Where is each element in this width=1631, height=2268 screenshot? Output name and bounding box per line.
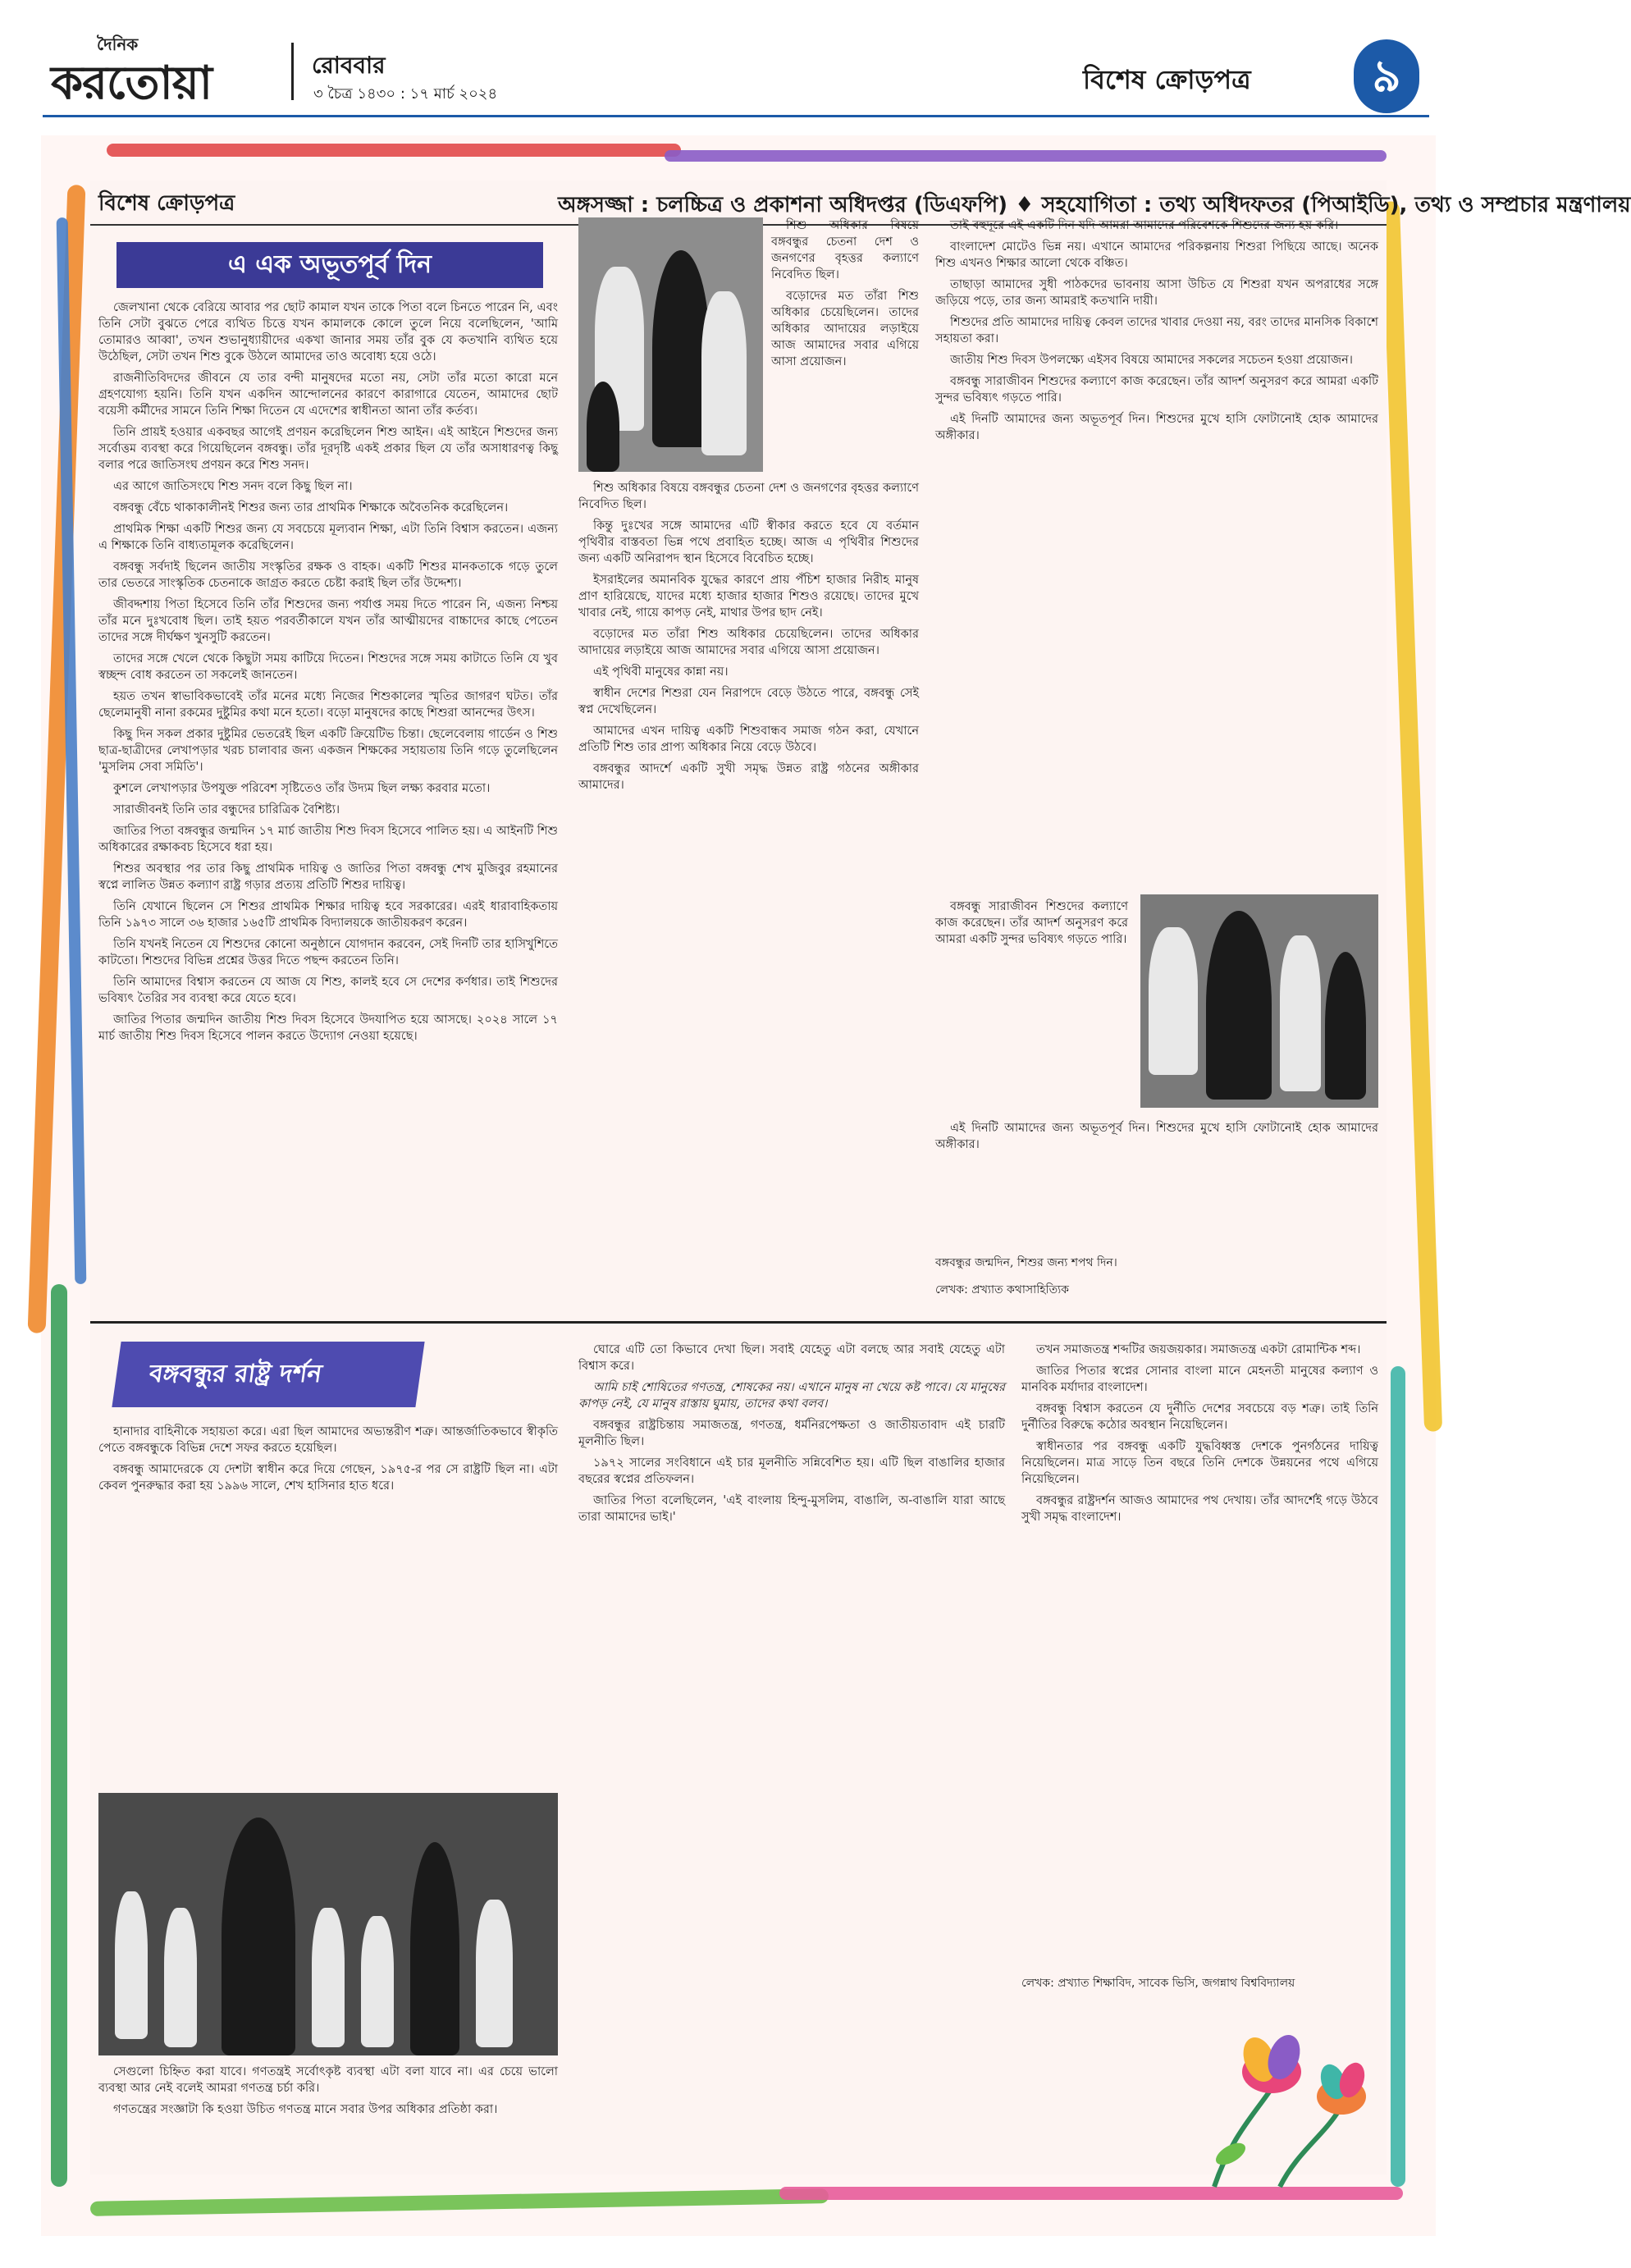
flower-decoration-icon xyxy=(1181,1990,1395,2203)
supplement-sheet xyxy=(41,135,1631,2236)
paragraph: তাছাড়া আমাদের সুধী পাঠকদের ভাবনায় আসা উচিত যে শিশুরা যখন অপরাধের সঙ্গে জড়িয়ে পড়ে, তার জন্য আমরাই কতখানি দায়ী। xyxy=(935,278,1378,308)
paragraph: তখন সমাজতন্ত্র শব্দটির জয়জয়কার। সমাজতন্ত্র একটা রোমান্টিক শব্দ। xyxy=(1036,1343,1361,1356)
paragraph: সারাজীবনই তিনি তার বন্ধুদের চারিত্রিক বৈশিষ্ট্য। xyxy=(113,803,340,816)
header-rule xyxy=(43,115,1429,117)
paragraph: স্বাধীনতার পর বঙ্গবন্ধু একটি যুদ্ধবিধ্বস্ত দেশকে পুনর্গঠনের দায়িত্ব নিয়েছিলেন। মাত্র সাড়ে তিন বছরে তিনি দেশকে উন্নয়নের পথে এগিয়ে নিয়েছিলেন। xyxy=(1021,1440,1378,1486)
paragraph: বঙ্গবন্ধু বেঁচে থাকাকালীনই শিশুর জন্য তার প্রাথমিক শিক্ষাকে অবৈতনিক করেছিলেন। xyxy=(113,501,509,514)
paragraph: এই দিনটি আমাদের জন্য অভূতপূর্ব দিন। শিশুদের মুখে হাসি ফোটানোই হোক আমাদের অঙ্গীকার। xyxy=(935,413,1378,442)
paragraph: হয়ত তখন স্বাভাবিকভাবেই তাঁর মনের মধ্যে নিজের শিশুকালের স্মৃতির জাগরণ ঘটত। তাঁর ছেলেমানুষী নানা রকমের দুষ্টুমির কথা মনে হতো। বড়ো মানুষদের কাছে শিশুরা আনন্দের উৎস। xyxy=(98,690,558,720)
paragraph: প্রাথমিক শিক্ষা একটি শিশুর জন্য যে সবচেয়ে মূল্যবান শিক্ষা, এটা তিনি বিশ্বাস করতেন। এজন্য এ শিক্ষাকে তিনি বাধ্যতামূলক করেছিলেন। xyxy=(98,523,558,552)
paragraph: স্বাধীন দেশের শিশুরা যেন নিরাপদে বেড়ে উঠতে পারে, বঙ্গবন্ধু সেই স্বপ্ন দেখেছিলেন। xyxy=(578,687,919,716)
paragraph: তাদের সঙ্গে খেলে থেকে কিছুটা সময় কাটিয়ে দিতেন। শিশুদের সঙ্গে সময় কাটাতে তিনি যে খুব স্বচ্ছন্দ বোধ করতেন তা সকলেই জানতেন। xyxy=(98,652,558,682)
paragraph: আমি চাই শোষিতের গণতন্ত্র, শোষকের নয়। এখানে মানুষ না খেয়ে কষ্ট পাবে। যে মানুষের কাপড় নেই, যে মানুষ রাস্তায় ঘুমায়, তাদের কথা বলব। xyxy=(578,1381,1005,1411)
photo-leader-with-children xyxy=(98,1793,558,2055)
article1-column-3 xyxy=(935,217,1378,890)
weekday: রোববার xyxy=(312,52,386,79)
supplement-label: বিশেষ ক্রোড়পত্র xyxy=(1083,64,1251,95)
article1-column-2 xyxy=(578,480,919,1305)
paragraph: কিছু দিন সকল প্রকার দুষ্টুমির ভেতরেই ছিল একটি ক্রিয়েটিভ চিন্তা। ছেলেবেলায় গার্ডেন ও শিশু ছাত্র-ছাত্রীদের লেখাপড়ার খরচ চালাবার জন্য একজন শিক্ষকের সহায়তায় তিনি গড়ে তুলেছিলেন 'মুসলিম সেবা সমিতি'। xyxy=(98,728,558,774)
paragraph: জাতীয় শিশু দিবস উপলক্ষ্যে এইসব বিষয়ে আমাদের সকলের সচেতন হওয়া প্রয়োজন। xyxy=(950,354,1353,367)
paragraph: তিনি প্রায়ই হওয়ার একবছর আগেই প্রণয়ন করেছিলেন শিশু আইন। এই আইনে শিশুদের জন্য সর্বোত্তম ব্যবস্থা করে গিয়েছিলেন বঙ্গবন্ধু। তাঁর দূরদৃষ্টি একই প্রকার ছিল যে তাঁর অসাধারণত্ব কিছু বলার পরে জাতিসংঘ প্রণয়ন করে শিশু সনদ। xyxy=(98,426,558,472)
paragraph: শিশু অধিকার বিষয়ে বঙ্গবন্ধুর চেতনা দেশ ও জনগণের বৃহত্তর কল্যাণে নিবেদিত ছিল। xyxy=(771,219,919,281)
article1-column-1 xyxy=(98,300,558,1305)
paragraph: বঙ্গবন্ধু সারাজীবন শিশুদের কল্যাণে কাজ করেছেন। তাঁর আদর্শ অনুসরণ করে আমরা একটি সুন্দর ভবিষ্যৎ গড়তে পারি। xyxy=(935,375,1378,405)
paragraph: হানাদার বাহিনীকে সহায়তা করে। এরা ছিল আমাদের অভ্যন্তরীণ শত্রু। আন্তর্জাতিকভাবে স্বীকৃতি পেতে বঙ্গবন্ধুকে বিভিন্ন দেশে সফর করতে হয়েছিল। xyxy=(98,1425,558,1455)
paragraph: তিনি যেখানে ছিলেন সে শিশুর প্রাথমিক শিক্ষার দায়িত্ব হবে সরকারের। এরই ধারাবাহিকতায় তিনি ১৯৭৩ সালে ৩৬ হাজার ১৬৫টি প্রাথমিক বিদ্যালয়কে জাতীয়করণ করেন। xyxy=(98,900,558,930)
article2-column-3 xyxy=(1021,1342,1378,1965)
paragraph: কুশলে লেখাপড়ার উপযুক্ত পরিবেশ সৃষ্টিতেও তাঁর উদ্যম ছিল লক্ষ্য করবার মতো। xyxy=(113,782,491,795)
paragraph: গণতন্ত্রের সংজ্ঞাটা কি হওয়া উচিত গণতন্ত্র মানে সবার উপর অধিকার প্রতিষ্ঠা করা। xyxy=(113,2103,498,2116)
paragraph: ইসরাইলের অমানবিক যুদ্ধের কারণে প্রায় পঁচিশ হাজার নিরীহ মানুষ প্রাণ হারিয়েছে, যাদের মধ্যে হাজার হাজার শিশুও রয়েছে। তাদের মুখে খাবার নেই, গায়ে কাপড় নেই, মাথার উপর ছাদ নেই। xyxy=(578,574,919,620)
page-number: ৯ xyxy=(1354,39,1419,113)
paragraph: বঙ্গবন্ধু আমাদেরকে যে দেশটা স্বাধীন করে দিয়ে গেছেন, ১৯৭৫-র পর সে রাষ্ট্রটি ছিল না। এটা কেবল পুনরুদ্ধার করা হয় ১৯৯৬ সালে, শেখ হাসিনার হাত ধরে। xyxy=(98,1463,558,1493)
paragraph: জাতির পিতার স্বপ্নের সোনার বাংলা মানে মেহনতী মানুষের কল্যাণ ও মানবিক মর্যাদার বাংলাদেশ। xyxy=(1021,1365,1378,1394)
credits-line: অঙ্গসজ্জা : চলচ্চিত্র ও প্রকাশনা অধিদপ্তর (ডিএফপি) ♦ সহযোগিতা : তথ্য অধিদফতর (পিআইডি), তথ্য ও সম্প্রচার মন্ত্রণালয় xyxy=(558,193,1631,217)
photo-leader-with-crowd xyxy=(1140,894,1378,1108)
paragraph: বাংলাদেশ মোটেও ভিন্ন নয়। এখানে আমাদের পরিকল্পনায় শিশুরা পিছিয়ে আছে। অনেক শিশু এখনও শিক্ষার আলো থেকে বঞ্চিত। xyxy=(935,240,1378,270)
paragraph: বঙ্গবন্ধুর রাষ্ট্রচিন্তায় সমাজতন্ত্র, গণতন্ত্র, ধর্মনিরপেক্ষতা ও জাতীয়তাবাদ এই চারটি মূলনীতি ছিল। xyxy=(578,1419,1005,1448)
section-label: বিশেষ ক্রোড়পত্র xyxy=(98,191,235,216)
masthead-logo: করতোয়া xyxy=(51,57,212,110)
paragraph: তিনি আমাদের বিশ্বাস করতেন যে আজ যে শিশু, কালই হবে সে দেশের কর্ণধার। তাই শিশুদের ভবিষ্যৎ তৈরির সব ব্যবস্থা করে যেতে হবে। xyxy=(98,976,558,1005)
paragraph: এই পৃথিবী মানুষের কান্না নয়। xyxy=(593,665,729,679)
photo-children-with-leader xyxy=(578,217,763,472)
date-line: ৩ চৈত্র ১৪৩০ : ১৭ মার্চ ২০২৪ xyxy=(313,85,498,103)
article2-title: বঙ্গবন্ধুর রাষ্ট্র দর্শন xyxy=(112,1342,424,1407)
paragraph: জাতির পিতার জন্মদিন জাতীয় শিশু দিবস হিসেবে উদযাপিত হয়ে আসছে। ২০২৪ সালে ১৭ মার্চ জাতীয় শিশু দিবস হিসেবে পালন করতে উদ্যোগ নেওয়া হয়েছে। xyxy=(98,1013,558,1043)
paragraph: বড়োদের মত তাঁরা শিশু অধিকার চেয়েছিলেন। তাদের অধিকার আদায়ের লড়াইয়ে আজ আমাদের সবার এগিয়ে আসা প্রয়োজন। xyxy=(771,290,919,368)
paragraph: জাতির পিতা বঙ্গবন্ধুর জন্মদিন ১৭ মার্চ জাতীয় শিশু দিবস হিসেবে পালিত হয়। এ আইনটি শিশু অধিকারের রক্ষাকবচ হিসেবে ধরা হয়। xyxy=(98,825,558,854)
article1-byline: লেখক: প্রখ্যাত কথাসাহিত্যিক xyxy=(935,1283,1069,1296)
article2-column-2 xyxy=(578,1342,1005,2187)
paragraph: তিনি যখনই নিতেন যে শিশুদের কোনো অনুষ্ঠানে যোগদান করবেন, সেই দিনটি তার হাসিখুশিতে কাটতো। শিশুদের বিভিন্ন প্রশ্নের উত্তর দিতে পছন্দ করতেন তিনি। xyxy=(98,938,558,967)
article1-caption: বঙ্গবন্ধুর জন্মদিন, শিশুর জন্য শপথ দিন। xyxy=(935,1256,1117,1269)
paragraph: আমাদের এখন দায়িত্ব একটি শিশুবান্ধব সমাজ গঠন করা, যেখানে প্রতিটি শিশু তার প্রাপ্য অধিকার নিয়ে বেড়ে উঠবে। xyxy=(578,725,919,754)
paragraph: জাতির পিতা বলেছিলেন, 'এই বাংলায় হিন্দু-মুসলিম, বাঙালি, অ-বাঙালি যারা আছে তারা আমাদের ভাই।' xyxy=(578,1494,1005,1524)
paragraph: ঘোরে এটি তো কিভাবে দেখা ছিল। সবাই যেহেতু এটা বলছে আর সবাই যেহেতু এটা বিশ্বাস করে। xyxy=(578,1343,1005,1373)
paragraph: বঙ্গবন্ধু সারাজীবন শিশুদের কল্যাণে কাজ করেছেন। তাঁর আদর্শ অনুসরণ করে আমরা একটি সুন্দর ভবিষ্যৎ গড়তে পারি। xyxy=(935,900,1128,946)
paragraph: শিশুদের প্রতি আমাদের দায়িত্ব কেবল তাদের খাবার দেওয়া নয়, বরং তাদের মানসিক বিকাশে সহায়তা করা। xyxy=(935,316,1378,345)
masthead-prefix: দৈনিক xyxy=(97,34,139,54)
paragraph: কিন্তু দুঃখের সঙ্গে আমাদের এটি স্বীকার করতে হবে যে বর্তমান পৃথিবীর বাস্তবতা ভিন্ন পথে প্রবাহিত হচ্ছে। আজ এ পৃথিবীর শিশুদের জন্য একটি অনিরাপদ স্থান হিসেবে বিবেচিত হচ্ছে। xyxy=(578,519,919,565)
paragraph: শিশু অধিকার বিষয়ে বঙ্গবন্ধুর চেতনা দেশ ও জনগণের বৃহত্তর কল্যাণে নিবেদিত ছিল। xyxy=(578,482,919,511)
paragraph: তাই বহুদূরে এই একটি দিন যদি আমরা আমাদের পরিবেশকে শিশুদের জন্য হয় করি। xyxy=(950,219,1339,232)
paragraph: সেগুলো চিহ্নিত করা যাবে। গণতন্ত্রই সর্বোৎকৃষ্ট ব্যবস্থা এটা বলা যাবে না। এর চেয়ে ভালো ব্যবস্থা আর নেই বলেই আমরা গণতন্ত্র চর্চা করি। xyxy=(98,2065,558,2095)
paragraph: বড়োদের মত তাঁরা শিশু অধিকার চেয়েছিলেন। তাদের অধিকার আদায়ের লড়াইয়ে আজ আমাদের সবার এগিয়ে আসা প্রয়োজন। xyxy=(578,628,919,657)
brush-top-purple xyxy=(665,150,1387,162)
paragraph: বঙ্গবন্ধুর রাষ্ট্রদর্শন আজও আমাদের পথ দেখায়। তাঁর আদর্শেই গড়ে উঠবে সুখী সমৃদ্ধ বাংলাদেশ। xyxy=(1021,1494,1378,1524)
paragraph: ১৯৭২ সালের সংবিধানে এই চার মূলনীতি সন্নিবেশিত হয়। এটি ছিল বাঙালির হাজার বছরের স্বপ্নের প্রতিফলন। xyxy=(578,1456,1005,1486)
article1-column-3b xyxy=(935,899,1128,1112)
paragraph: বঙ্গবন্ধু সর্বদাই ছিলেন জাতীয় সংস্কৃতির রক্ষক ও বাহক। একটি শিশুর মানকতাকে গড়ে তুলে তার ভেতরে সাংস্কৃতিক চেতনাকে জাগ্রত করতে চেষ্টা করাই ছিল তাঁর উদ্দেশ্য। xyxy=(98,560,558,590)
paragraph: জেলখানা থেকে বেরিয়ে আবার পর ছোট কামাল যখন তাকে পিতা বলে চিনতে পারেন নি, এবং তিনি সেটা বুঝতে পেরে ব্যথিত চিত্তে যখন কামালকে কোলে তুলে নিয়ে বলেছিলেন, 'আমি তোমারও আব্বা', তখন শুভানুধ্যায়ীদের একখা জানার সময় তাঁর বুক যে কতখানি ব্যথিত হয়ে উঠেছিল, সেটা তখন শিশু বুকে উঠলে আমাদের তাও অবোধ্য হয়ে ওঠে। xyxy=(98,301,558,364)
article-divider xyxy=(90,1321,1387,1324)
paragraph: এই দিনটি আমাদের জন্য অভূতপূর্ব দিন। শিশুদের মুখে হাসি ফোটানোই হোক আমাদের অঙ্গীকার। xyxy=(935,1122,1378,1151)
article1-column-2b xyxy=(771,217,919,472)
header-divider xyxy=(291,43,294,100)
article2-byline: লেখক: প্রখ্যাত শিক্ষাবিদ, সাবেক ভিসি, জগন্নাথ বিশ্ববিদ্যালয় xyxy=(1021,1977,1295,1990)
article2-column-1b xyxy=(98,2064,558,2187)
paragraph: শিশুর অবস্থার পর তার কিছু প্রাথমিক দায়িত্ব ও জাতির পিতা বঙ্গবন্ধু শেখ মুজিবুর রহমানের স্বপ্নে লালিত উন্নত কল্যাণ রাষ্ট্র গড়ার প্রত্যয় প্রতিটি শিশুর দায়িত্ব। xyxy=(98,862,558,892)
paragraph: জীবদ্দশায় পিতা হিসেবে তিনি তাঁর শিশুদের জন্য পর্যাপ্ত সময় দিতে পারেন নি, এজন্য নিশ্চয় তাঁর মনে দুঃখবোধ ছিল। তাই হয়ত পরবর্তীকালে যখন তাঁর আত্মীয়দের বাচ্চাদের কাছে পেতেন তাদের সঙ্গে দীর্ঘক্ষণ খুনসুটি করতেন। xyxy=(98,598,558,644)
brush-bottom-green xyxy=(90,2188,829,2216)
paragraph: এর আগে জাতিসংঘে শিশু সনদ বলে কিছু ছিল না। xyxy=(113,480,353,493)
paragraph: বঙ্গবন্ধুর আদর্শে একটি সুখী সমৃদ্ধ উন্নত রাষ্ট্র গঠনের অঙ্গীকার আমাদের। xyxy=(578,762,919,792)
article1-title: এ এক অভূতপূর্ব দিন xyxy=(116,242,543,288)
paragraph: বঙ্গবন্ধু বিশ্বাস করতেন যে দুর্নীতি দেশের সবচেয়ে বড় শত্রু। তাই তিনি দুর্নীতির বিরুদ্ধে কঠোর অবস্থান নিয়েছিলেন। xyxy=(1021,1402,1378,1432)
brush-top-red xyxy=(107,144,681,157)
paragraph: রাজনীতিবিদদের জীবনে যে তার বন্দী মানুষদের মতো নয়, সেটা তাঁর মতো কারো মনে গ্রহণযোগ্য হয়নি। তিনি যখন একদিন আন্দোলনের কারণে কারাগারে যেতেন, আমাদের ছোট বয়েসী কর্মীদের সামনে তিনি শিক্ষা দিতেন যে এদেশের স্বাধীনতা আনা তাঁর কর্তব্য। xyxy=(98,372,558,418)
brush-right-yellow xyxy=(1382,201,1442,1432)
brush-left-green xyxy=(51,1284,67,2187)
page-header xyxy=(0,0,1477,123)
article1-column-3c xyxy=(935,1120,1378,1243)
article2-column-1 xyxy=(98,1424,558,1785)
